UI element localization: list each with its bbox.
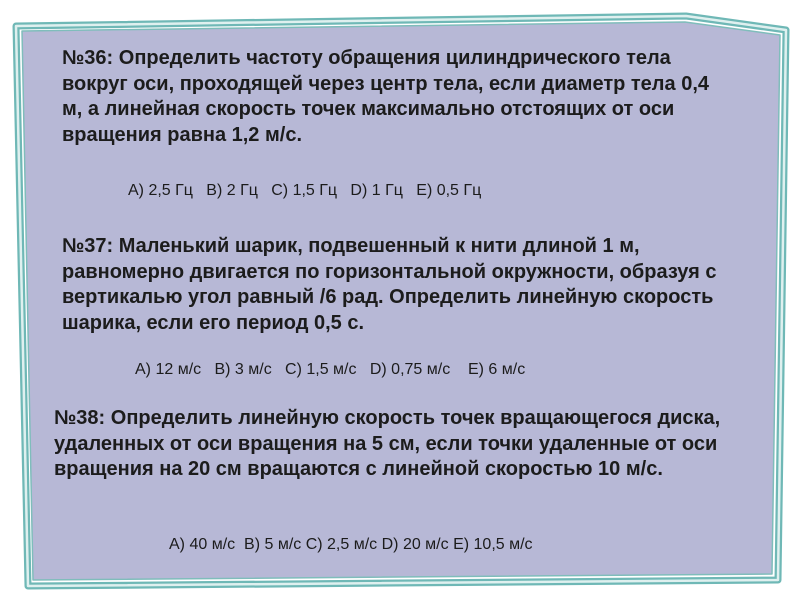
problem-36-answers: A) 2,5 Гц B) 2 Гц C) 1,5 Гц D) 1 Гц E) 0,5 Гц (128, 182, 482, 199)
problem-37-answers: A) 12 м/с B) 3 м/с C) 1,5 м/с D) 0,75 м/с E) 6 м/с (135, 361, 526, 378)
problem-38-text: №38: Определить линейную скорость точек вращающегося диска, удаленных от оси вращения на 5 см, если точки удаленные от оси вращения на 20 см вращаются с линейной скоростью 10 м/с. (54, 407, 721, 480)
problem-36-text: №36: Определить частоту обращения цилиндрического тела вокруг оси, проходящей через центр тела, если диаметр тела 0,4 м, а линейная скорость точек максимально отстоящих от оси вращения равна 1,2 м/с. (62, 47, 709, 146)
problem-37-text: №37: Маленький шарик, подвешенный к нити длиной 1 м, равномерно двигается по горизонтальной окружности, образуя с вертикалью угол равный /6 рад. Определить линейную скорость шарика, если его период 0,5 с. (62, 235, 717, 334)
problem-38-answers: A) 40 м/с B) 5 м/с C) 2,5 м/с D) 20 м/с E) 10,5 м/с (169, 536, 533, 553)
